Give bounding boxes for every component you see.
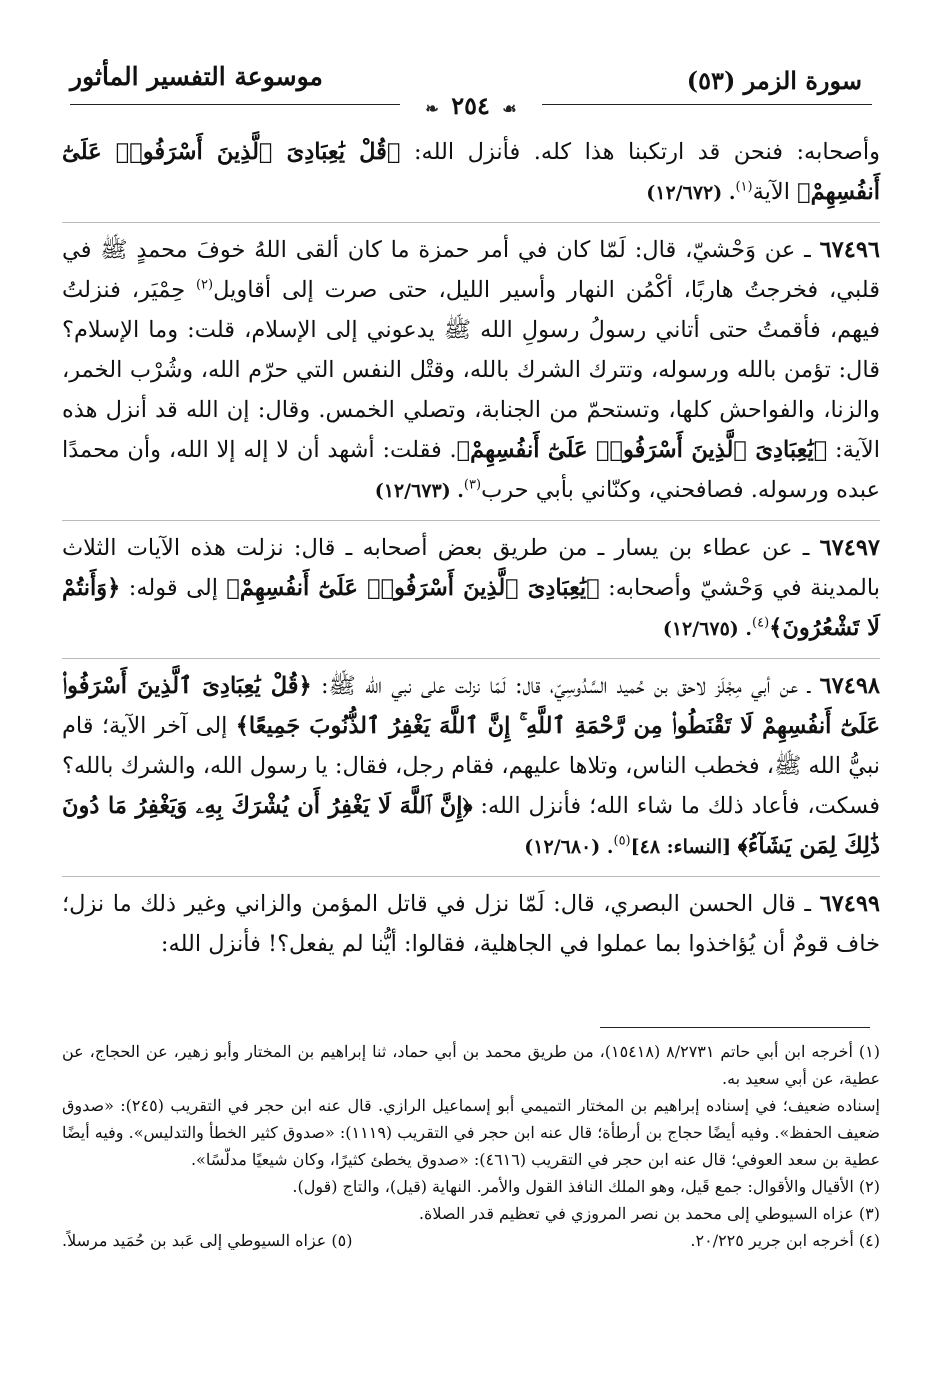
quran-quote: ﴿إِنَّ ٱللَّهَ لَا يَغْفِرُ أَن يُشْرَكَ بِهِۦ وَيَغْفِرُ مَا دُونَ ذَٰلِكَ لِمَن يَشَآءُ﴾ bbox=[62, 793, 880, 859]
footnote-2: (٢) الأقيال والأقوال: جمع قَيل، وهو الملك النافذ القول والأمر. النهاية (قيل)، والتاج (قول). bbox=[292, 1177, 880, 1196]
text-segment: إلى قوله: bbox=[120, 575, 227, 601]
footnote-1-grading: إسناده ضعيف؛ في إسناده إبراهيم بن المختار التميمي أبو إسماعيل الرازي. قال عنه ابن حجر في التقريب (٢٤٥): «صدوق ضعيف الحفظ». وفيه أيضًا حجاج بن أرطأة؛ قال عنه ابن حجر في التقريب (١١١٩): «صدوق كثير الخطأ والتدليس». وفيه أيضًا عطية بن سعد العوفي؛ قال عنه ابن حجر في التقريب (٤٦١٦): «صدوق يخطئ كثيرًا، وكان شيعيًا مدلّسًا». bbox=[62, 1096, 880, 1169]
ornament-left-icon: ❧ bbox=[425, 99, 439, 118]
text-segment: . فقلت: أشهد أن لا إله إلا الله، وأن محمدًا عبده ورسوله. فصافحني، وكنّاني بأبي حرب bbox=[62, 437, 880, 503]
text-segment: وأصحابه: فنحن قد ارتكبنا هذا كله. فأنزل الله: bbox=[400, 139, 880, 165]
sura-reference: [النساء: ٤٨] bbox=[630, 836, 738, 858]
narration-67497 bbox=[62, 520, 880, 658]
footnote-row-4-5 bbox=[62, 1227, 880, 1254]
narration-67496 bbox=[62, 222, 880, 520]
book-title: موسوعة التفسير المأثور bbox=[70, 62, 323, 91]
text-segment: الآية bbox=[752, 179, 798, 205]
volume-page-ref: . (١٢/٦٧٥) bbox=[662, 618, 753, 640]
footnote-5: (٥) عزاه السيوطي إلى عَبد بن حُمَيد مرسلاً. bbox=[62, 1231, 353, 1250]
surah-title: سورة الزمر (٥٣) bbox=[686, 66, 862, 95]
page-number-box bbox=[400, 93, 542, 122]
narration-number: ٦٧٤٩٩ bbox=[819, 891, 880, 917]
footnote-1: (١) أخرجه ابن أبي حاتم ٨/٢٧٣١ (١٥٤١٨)، من طريق محمد بن أبي حماد، ثنا إبراهيم بن المختار وأبو زهير، عن الحجاج، عن عطية، عن أبي سعيد به. bbox=[62, 1042, 881, 1088]
narration-number: ٦٧٤٩٦ bbox=[819, 237, 880, 263]
volume-page-ref: . (١٢/٦٨٠) bbox=[524, 836, 614, 858]
text-segment: حِمْيَر، فنزلتُ فيهم، فأقمتُ حتى أتاني رسولُ رسولِ الله ﷺ يدعوني إلى الإسلام، قلت: وما الإسلام؟ قال: تؤمن بالله ورسوله، وتترك الشرك بالله، وقتْل النفس التي حرّم الله، وشُرْب الخمر، والزنا، والفواحش كلها، وتستحمّ من الجنابة، وتصلي الخمس. وقال: إن الله قد أنزل هذه الآية: bbox=[62, 277, 880, 463]
footnote-marker: (٥) bbox=[613, 833, 631, 849]
footnote-separator bbox=[600, 1027, 870, 1028]
narration-67499 bbox=[62, 876, 880, 973]
footnote-marker: (٢) bbox=[195, 277, 214, 293]
narration-number: ٦٧٤٩٧ bbox=[819, 535, 880, 561]
text-segment: ـ عن أبي مِجْلَز لاحق بن حُميد السَّدُوسِيّ، قال: لَمّا نزلت على نبي الله ﷺ: bbox=[311, 673, 820, 699]
text-segment: ـ قال الحسن البصري، قال: لَمّا نزل في قاتل المؤمن والزاني وغير ذلك ما نزل؛ خاف قومٌ أن يُؤاخذوا بما عملوا في الجاهلية، فقالوا: أيُّنا لم يفعل؟! فأنزل الله: bbox=[62, 891, 880, 957]
text-segment: ـ عن عطاء بن يسار ـ من طريق بعض أصحابه ـ قال: نزلت هذه الآيات الثلاث بالمدينة في وَحْشيّ وأصحابه: bbox=[62, 535, 880, 601]
volume-page-ref: . (١٢/٦٧٢) bbox=[646, 182, 736, 204]
footnote-3: (٣) عزاه السيوطي إلى محمد بن نصر المروزي في تعظيم قدر الصلاة. bbox=[418, 1204, 880, 1223]
text-segment: إلى آخر الآية؛ قام نبيُّ الله ﷺ، فخطب الناس، وتلاها عليهم، فقام رجل، فقال: يا رسول الله، والشرك بالله؟ فسكت، فأعاد ذلك ما شاء الله؛ فأنزل الله: bbox=[62, 713, 880, 819]
page-number: ٢٥٤ bbox=[451, 91, 490, 120]
quran-quote: ﴿يَٰعِبَادِىَ ٱلَّذِينَ أَسْرَفُوا۟ عَلَىٰٓ أَنفُسِهِمْ﴾ bbox=[456, 437, 828, 463]
footnote-marker: (٤) bbox=[752, 615, 770, 631]
paragraph-continuation bbox=[62, 132, 880, 222]
narration-number: ٦٧٤٩٨ bbox=[819, 673, 880, 699]
quran-quote: ﴿قُلْ يَٰعِبَادِىَ ٱلَّذِينَ أَسْرَفُوا۟ عَلَىٰٓ أَنفُسِهِمْ لَا تَقْنَطُوا۟ مِن رَّحْمَةِ ٱللَّهِ ۚ إِنَّ ٱللَّهَ يَغْفِرُ ٱلذُّنُوبَ جَمِيعًا﴾ bbox=[62, 673, 880, 739]
footnote-4: (٤) أخرجه ابن جرير ٢٠/٢٢٥. bbox=[690, 1231, 880, 1250]
footnote-marker: (١) bbox=[735, 179, 753, 195]
volume-page-ref: . (١٢/٦٧٣) bbox=[374, 480, 464, 502]
main-text bbox=[62, 132, 880, 973]
text-segment: ـ عن وَحْشيّ، قال: لَمّا كان في أمر حمزة ما كان ألقى اللهُ خوفَ محمدٍ ﷺ في قلبي، فخرجتُ هاربًا، أكْمُن النهار وأسير الليل، حتى صرت إلى أقاويل bbox=[62, 237, 880, 303]
quran-quote: ﴿وَأَنتُمْ لَا تَشْعُرُونَ﴾ bbox=[62, 575, 880, 641]
quran-quote: ﴿قُلْ يَٰعِبَادِىَ ٱلَّذِينَ أَسْرَفُوا۟ عَلَىٰٓ أَنفُسِهِمْ﴾ bbox=[62, 139, 880, 205]
footnotes bbox=[62, 1038, 880, 1254]
ornament-right-icon: ☙ bbox=[502, 99, 517, 118]
quran-quote: ﴿يَٰعِبَادِىَ ٱلَّذِينَ أَسْرَفُوا۟ عَلَىٰٓ أَنفُسِهِمْ﴾ bbox=[226, 575, 600, 601]
page-header bbox=[70, 58, 872, 118]
narration-67498 bbox=[62, 658, 880, 876]
footnote-marker: (٣) bbox=[463, 477, 482, 493]
